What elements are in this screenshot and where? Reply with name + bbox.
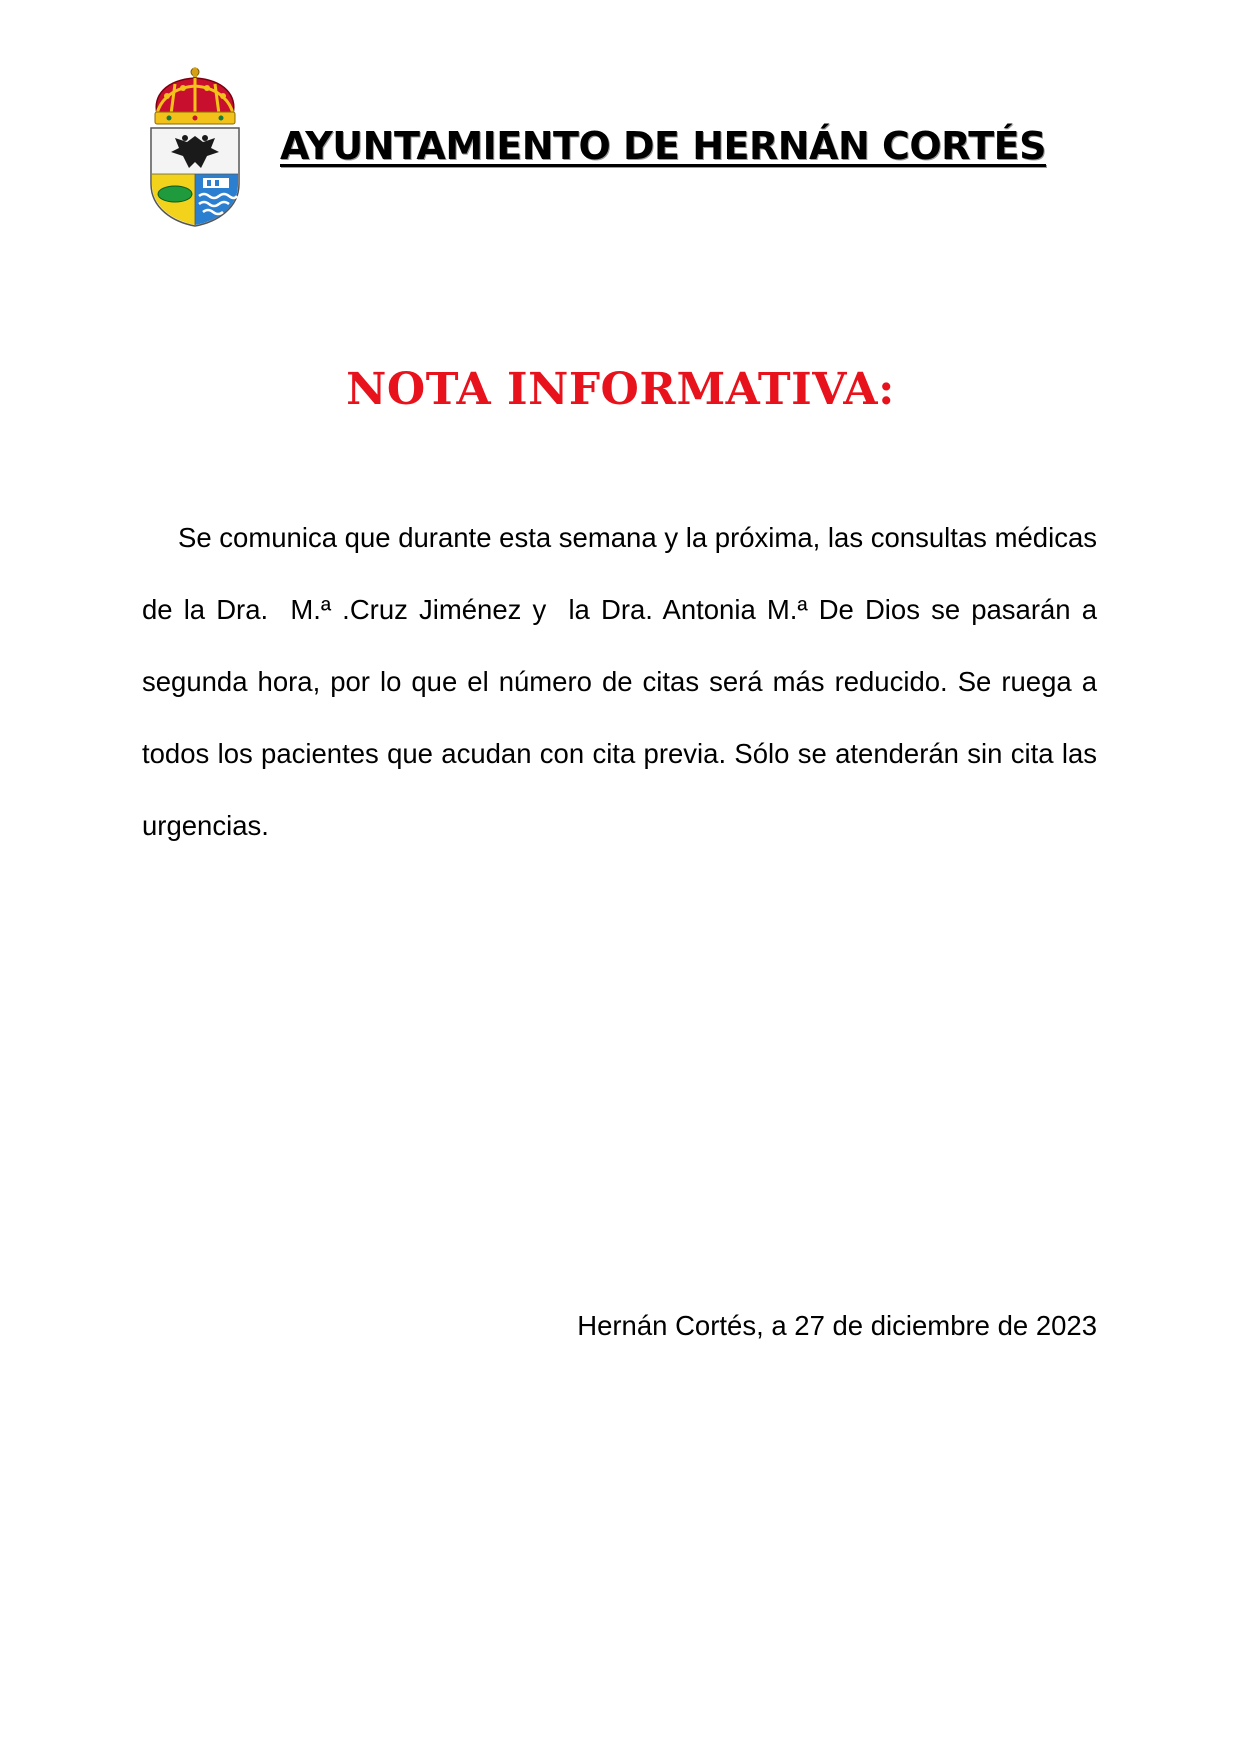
header-title: AYUNTAMIENTO DE HERNÁN CORTÉS xyxy=(280,124,1046,168)
place-date: Hernán Cortés, a 27 de diciembre de 2023 xyxy=(577,1310,1097,1341)
shield-icon xyxy=(151,128,239,226)
notice-title: NOTA INFORMATIVA: xyxy=(346,364,895,415)
coat-of-arms-icon xyxy=(145,66,245,228)
notice-body: Se comunica que durante esta semana y la próxima, las consultas médicas de la Dra. M.ª .Cruz Jiménez y la Dra. Antonia M.ª De Dios se pasarán a segunda hora, por lo que el número de citas será más reducido. Se ruega a todos los pacientes que acudan con cita previa. Sólo se atenderán sin cita las urgencias. xyxy=(142,522,1105,841)
crown-icon xyxy=(155,68,235,124)
